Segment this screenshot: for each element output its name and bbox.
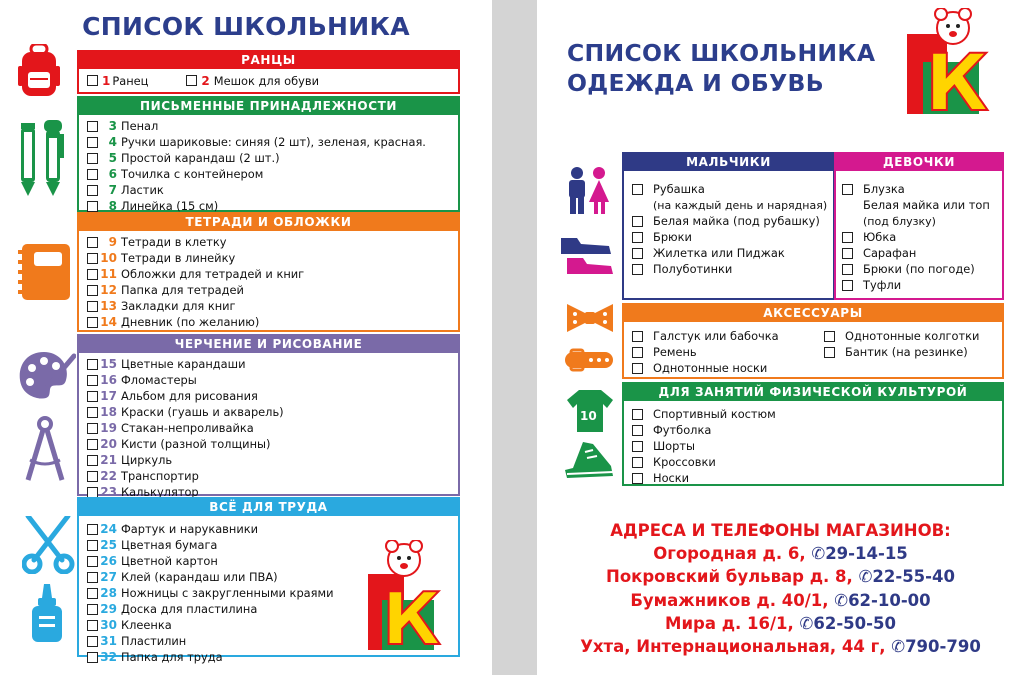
section-writing-supplies — [77, 96, 460, 212]
checkbox[interactable] — [87, 455, 98, 466]
section-header: ТЕТРАДИ И ОБЛОЖКИ — [79, 214, 458, 231]
item-number: 10 — [100, 251, 117, 265]
item-number: 31 — [100, 634, 117, 648]
list-item — [87, 266, 458, 282]
checkbox[interactable] — [842, 264, 853, 275]
item-label: Клей (карандаш или ПВА) — [121, 570, 278, 584]
store-phone: 790-790 — [905, 637, 981, 657]
item-number: 29 — [100, 602, 117, 616]
item-label: Точилка с контейнером — [121, 167, 264, 181]
shoes-icon — [559, 232, 615, 276]
left-page — [0, 0, 492, 675]
item-label: Брюки (по погоде) — [863, 262, 975, 276]
item-label: Обложки для тетрадей и книг — [121, 267, 305, 281]
item-note: (под блузку) — [863, 214, 936, 228]
compass-icon — [22, 416, 68, 482]
item-label: Брюки — [653, 230, 692, 244]
item-number: 26 — [100, 554, 117, 568]
bear-logo-small — [368, 540, 450, 652]
item-number: 6 — [108, 167, 117, 181]
item-number: 30 — [100, 618, 117, 632]
store-line — [537, 589, 1024, 612]
checkbox[interactable] — [87, 540, 98, 551]
item-label: Юбка — [863, 230, 897, 244]
palette-icon — [18, 350, 76, 402]
checkbox[interactable] — [842, 280, 853, 291]
item-number: 13 — [100, 299, 117, 313]
section-header: МАЛЬЧИКИ — [624, 154, 833, 171]
item-label: Полуботинки — [653, 262, 733, 276]
checkbox[interactable] — [632, 409, 643, 420]
item-label: Однотонные носки — [653, 361, 768, 375]
phone-icon: ✆ — [799, 613, 814, 633]
title-line-1: СПИСОК ШКОЛЬНИКА — [567, 39, 876, 67]
sneaker-icon — [563, 440, 615, 482]
item-label: Краски (гуашь и акварель) — [121, 405, 284, 419]
item-label: Калькулятор — [121, 485, 199, 499]
logo-letter: К — [925, 39, 989, 116]
item-number: 16 — [100, 373, 117, 387]
item-label: Блузка — [863, 182, 905, 196]
title-line-2: ОДЕЖДА И ОБУВЬ — [567, 69, 824, 97]
item-label: Пенал — [121, 119, 159, 133]
phone-icon: ✆ — [811, 544, 826, 563]
item-label: Цветная бумага — [121, 538, 218, 552]
checkbox[interactable] — [632, 331, 643, 342]
checkbox[interactable] — [87, 285, 98, 296]
list-item — [87, 234, 458, 250]
scissors-icon — [22, 516, 76, 574]
checkbox[interactable] — [87, 620, 98, 631]
section-boys — [622, 152, 835, 300]
checkbox[interactable] — [87, 359, 98, 370]
checkbox[interactable] — [87, 201, 98, 212]
item-label: Белая майка или топ — [863, 198, 990, 212]
item-number: 3 — [108, 119, 117, 133]
section-header: ДЕВОЧКИ — [836, 154, 1002, 171]
checkbox[interactable] — [186, 75, 197, 86]
item-label: Клеенка — [121, 618, 172, 632]
right-page — [537, 0, 1024, 675]
item-number: 24 — [100, 522, 117, 536]
item-label: Тетради в линейку — [121, 251, 236, 265]
section-accessories — [622, 303, 1004, 379]
checkbox[interactable] — [87, 407, 98, 418]
store-phone: 29-14-15 — [825, 544, 908, 563]
item-label: Цветной картон — [121, 554, 218, 568]
checkbox[interactable] — [632, 441, 643, 452]
checkbox[interactable] — [632, 363, 643, 374]
item-label: Ремень — [653, 345, 697, 359]
checkbox[interactable] — [87, 375, 98, 386]
checkbox[interactable] — [632, 264, 643, 275]
item-number: 12 — [100, 283, 117, 297]
item-number: 14 — [100, 315, 117, 329]
item-label: Однотонные колготки — [845, 329, 980, 343]
item-number: 20 — [100, 437, 117, 451]
checkbox[interactable] — [824, 331, 835, 342]
section-drawing — [77, 334, 460, 499]
item-label: Фартук и нарукавники — [121, 522, 259, 536]
phone-icon: ✆ — [891, 637, 906, 657]
store-address: Огородная д. 6, — [653, 544, 806, 563]
store-phone: 22-55-40 — [872, 567, 955, 587]
checkbox[interactable] — [87, 169, 98, 180]
checkbox[interactable] — [842, 248, 853, 259]
item-number: 11 — [100, 267, 117, 281]
item-label: Папка для труда — [121, 650, 223, 664]
list-item — [87, 166, 458, 182]
right-page-title — [567, 38, 875, 98]
item-label: Спортивный костюм — [653, 407, 776, 421]
checkbox[interactable] — [87, 237, 98, 248]
item-number: 9 — [108, 235, 117, 249]
list-item — [87, 118, 458, 134]
item-number: 18 — [100, 405, 117, 419]
checkbox[interactable] — [87, 153, 98, 164]
item-number: 15 — [100, 357, 117, 371]
item-number: 23 — [100, 485, 117, 499]
store-phone: 62-50-50 — [813, 613, 896, 633]
checkbox[interactable] — [87, 253, 98, 264]
checkbox[interactable] — [87, 269, 98, 280]
belt-icon — [565, 348, 613, 372]
section-header: ПИСЬМЕННЫЕ ПРИНАДЛЕЖНОСТИ — [79, 98, 458, 115]
checkbox[interactable] — [632, 216, 643, 227]
list-item — [87, 134, 458, 150]
checkbox[interactable] — [87, 572, 98, 583]
checkbox[interactable] — [87, 185, 98, 196]
checkbox[interactable] — [632, 347, 643, 358]
section-header: АКСЕССУАРЫ — [624, 305, 1002, 322]
item-label: Тетради в клетку — [121, 235, 227, 249]
children-icon — [565, 166, 613, 216]
list-item — [87, 452, 458, 468]
item-label: Дневник (по желанию) — [121, 315, 260, 329]
section-header: РАНЦЫ — [79, 52, 458, 69]
shirt-number: 10 — [580, 409, 597, 423]
checkbox[interactable] — [824, 347, 835, 358]
store-phone: 62-10-00 — [848, 590, 931, 610]
store-address: Покровский бульвар д. 8, — [606, 567, 853, 587]
checkbox[interactable] — [87, 487, 98, 498]
section-backpacks — [77, 50, 460, 94]
bear-logo-large — [907, 8, 995, 116]
phone-icon: ✆ — [858, 567, 873, 587]
stores-title: АДРЕСА И ТЕЛЕФОНЫ МАГАЗИНОВ: — [610, 521, 951, 540]
checkbox[interactable] — [87, 75, 98, 86]
checkbox[interactable] — [87, 556, 98, 567]
item-number: 17 — [100, 389, 117, 403]
checkbox[interactable] — [87, 652, 98, 663]
item-label: Футболка — [653, 423, 712, 437]
store-address: Бумажников д. 40/1, — [630, 590, 829, 610]
left-page-title: СПИСОК ШКОЛЬНИКА — [82, 12, 410, 41]
list-item — [87, 521, 458, 537]
checkbox[interactable] — [87, 301, 98, 312]
checkbox[interactable] — [842, 232, 853, 243]
store-line — [537, 565, 1024, 588]
list-item — [87, 404, 458, 420]
item-label: Закладки для книг — [121, 299, 236, 313]
item-label: Транспортир — [121, 469, 199, 483]
list-item — [87, 356, 458, 372]
item-number: 32 — [100, 650, 117, 664]
checkbox[interactable] — [87, 391, 98, 402]
list-item — [87, 182, 458, 198]
item-label: Сарафан — [863, 246, 917, 260]
item-number: 21 — [100, 453, 117, 467]
checkbox[interactable] — [632, 232, 643, 243]
item-label: Ранец — [112, 73, 149, 88]
section-girls — [834, 152, 1004, 300]
list-item — [87, 298, 458, 314]
store-line — [537, 612, 1024, 635]
section-notebooks — [77, 212, 460, 332]
checkbox[interactable] — [87, 137, 98, 148]
item-number: 1 — [102, 73, 111, 88]
item-label: Носки — [653, 471, 690, 485]
checkbox[interactable] — [842, 184, 853, 195]
section-sport — [622, 382, 1004, 486]
item-label: Белая майка (под рубашку) — [653, 214, 820, 228]
checkbox[interactable] — [632, 425, 643, 436]
item-number: 4 — [108, 135, 117, 149]
item-label: Пластилин — [121, 634, 187, 648]
item-number: 19 — [100, 421, 117, 435]
checkbox[interactable] — [87, 636, 98, 647]
glue-icon — [30, 584, 64, 644]
checkbox[interactable] — [87, 604, 98, 615]
checkbox[interactable] — [632, 248, 643, 259]
checkbox[interactable] — [87, 524, 98, 535]
bow-tie-icon — [567, 304, 613, 332]
list-item — [87, 250, 458, 266]
checkbox[interactable] — [87, 588, 98, 599]
item-label: Рубашка — [653, 182, 705, 196]
list-item — [87, 468, 458, 484]
item-label: Ножницы с закругленными краями — [121, 586, 334, 600]
section-header: ВСЁ ДЛЯ ТРУДА — [79, 499, 458, 516]
checkbox[interactable] — [87, 439, 98, 450]
item-label: Туфли — [863, 278, 902, 292]
item-label: Стакан-непроливайка — [121, 421, 254, 435]
item-label: Циркуль — [121, 453, 173, 467]
checkbox[interactable] — [87, 121, 98, 132]
list-item — [87, 314, 458, 330]
item-number: 27 — [100, 570, 117, 584]
checkbox[interactable] — [632, 184, 643, 195]
item-number: 22 — [100, 469, 117, 483]
item-number: 2 — [201, 73, 210, 88]
store-address: Ухта, Интернациональная, 44 г, — [580, 637, 886, 657]
checkbox[interactable] — [632, 457, 643, 468]
store-line — [537, 635, 1024, 658]
item-label: Ластик — [121, 183, 164, 197]
item-label: Папка для тетрадей — [121, 283, 244, 297]
backpack-icon — [18, 44, 60, 98]
phone-icon: ✆ — [834, 590, 849, 610]
item-note: (на каждый день и нарядная) — [653, 198, 828, 212]
section-header: ДЛЯ ЗАНЯТИЙ ФИЗИЧЕСКОЙ КУЛЬТУРОЙ — [624, 384, 1002, 401]
list-item — [87, 420, 458, 436]
item-label: Простой карандаш (2 шт.) — [121, 151, 280, 165]
list-item — [87, 388, 458, 404]
item-label: Альбом для рисования — [121, 389, 258, 403]
item-label: Бантик (на резинке) — [845, 345, 968, 359]
item-label: Жилетка или Пиджак — [653, 246, 785, 260]
sport-shirt-icon — [567, 390, 613, 432]
checkbox[interactable] — [87, 471, 98, 482]
item-label: Ручки шариковые: синяя (2 шт), зеленая, красная. — [121, 135, 426, 149]
item-label: Фломастеры — [121, 373, 197, 387]
checkbox[interactable] — [87, 423, 98, 434]
item-number: 28 — [100, 586, 117, 600]
logo-letter: К — [382, 577, 441, 652]
item-label: Шорты — [653, 439, 696, 453]
item-label: Доска для пластилина — [121, 602, 258, 616]
list-item — [87, 282, 458, 298]
section-header: ЧЕРЧЕНИЕ И РИСОВАНИЕ — [79, 336, 458, 353]
checkbox[interactable] — [87, 317, 98, 328]
store-line — [537, 542, 1024, 565]
item-label: Мешок для обуви — [213, 73, 319, 88]
list-item — [87, 436, 458, 452]
item-label: Галстук или бабочка — [653, 329, 779, 343]
checkbox[interactable] — [632, 473, 643, 484]
list-item — [87, 150, 458, 166]
item-number: 7 — [108, 183, 117, 197]
item-number: 8 — [108, 199, 117, 213]
pencil-pen-icon — [18, 120, 68, 198]
item-label: Кисти (разной толщины) — [121, 437, 271, 451]
item-label: Кроссовки — [653, 455, 716, 469]
item-number: 25 — [100, 538, 117, 552]
item-label: Цветные карандаши — [121, 357, 246, 371]
item-label: Линейка (15 см) — [121, 199, 219, 213]
notebook-icon — [18, 242, 74, 302]
item-number: 5 — [108, 151, 117, 165]
list-item — [87, 372, 458, 388]
store-address: Мира д. 16/1, — [665, 613, 794, 633]
